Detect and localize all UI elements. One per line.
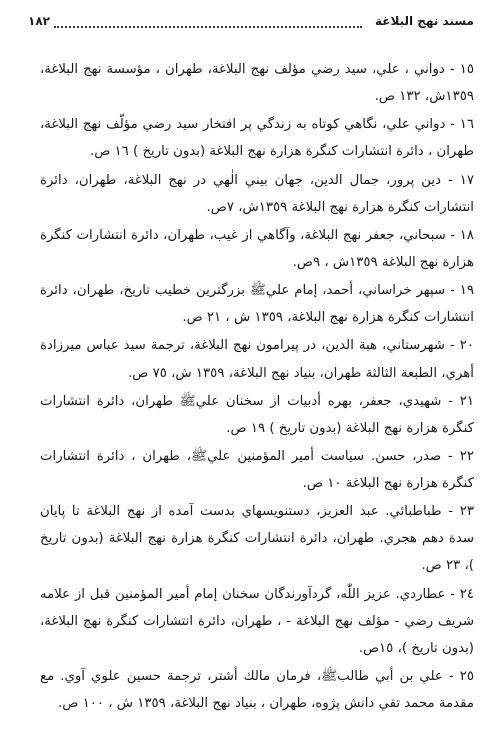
bibliography-entry-24: ٢٤ - عطاردي. عزيز اللّٰه، گردآورندگان سخنان إمام أمير المؤمنين قبل از علامه شريف رضي - مؤلف نهج البلاغة - ، طهران، دائرة انتشارات كنگرة نهج البلاغة، (بدون تاريخ )، ١٥ص. bbox=[40, 586, 474, 656]
bibliography-entry-16: ١٦ - دواني علي، نگاهي كوتاه به زندگي پر افتخار سيد رضي مؤلّف نهج البلاغة، طهران ، دائرة انتشارات كنگرة هزارة نهج البلاغة (بدون تاريخ ) ١٦ ص. bbox=[40, 117, 474, 160]
page-number: ١٨٢ bbox=[28, 14, 50, 28]
bibliography-entry-23: ٢٣ - طباطبائي. عبد العزيز، دستنويسهاي بدست آمده از نهج البلاغة تا پايان سدة دهم هجري. طهران، دائرة انتشارات كنگرة هزارة نهج البلاغة (بدون تاريخ )، ٢٣ ص. bbox=[40, 504, 474, 574]
bibliography-entry-25: ٢٥ - علي بن أبي طالبﷺ، فرمان مالك أشتر، ترجمة حسين علوي آوي. مع مقدمة محمد تقي دانش پژوه، طهران ، بنياد نهج البلاغة، ١٣٥٩ ش ، ١٠٠ ص. bbox=[40, 669, 474, 712]
running-title: مسند نهج البلاغة bbox=[374, 14, 474, 28]
bibliography-entry-17: ١٧ - دين پرور، جمال الدين، جهان بيني الٰهي در نهج البلاغة، طهران، دائرة انتشارات كنگرة هزارة نهج البلاغة ١٣٥٩ش، ٧ص. bbox=[40, 172, 474, 215]
running-header bbox=[28, 14, 474, 38]
bibliography-entry-19: ١٩ - سپهر خراساني، أحمد، إمام عليﷺ بزرگترين خطيب تاريخ، طهران، دائرة انتشارات كنگرة هزارة نهج البلاغة، ١٣٥٩ ش ، ٢١ ص. bbox=[40, 283, 474, 326]
bibliography-entry-15: ١٥ - دواني ، علي، سيد رضي مؤلف نهج البلاغة، طهران ، مؤسسة نهج البلاغة، ١٣٥٩ش، ١٣٢ ص. bbox=[40, 62, 474, 105]
bibliography-entry-22: ٢٢ - صدر، حسن. سياست أمير المؤمنين عليﷺ، طهران ، دائرة انتشارات كنگرة هزارة نهج البلاغة ١٠ ص. bbox=[40, 448, 474, 492]
header-leader-dots bbox=[54, 26, 362, 28]
bibliography-list bbox=[40, 56, 474, 718]
bibliography-entry-20: ٢٠ - شهرستاني، هبة الدين، در پيرامون نهج البلاغة، ترجمة سيد عباس ميرزادة أهري، الطبعة الثالثة طهران، بنياد نهج البلاغة، ١٣٥٩ ش، ٧٥ ص. bbox=[40, 338, 474, 381]
bibliography-entry-21: ٢١ - شهيدي، جعفر، بهره أدبيات از سخنان عليﷺ طهران، دائرة انتشارات كنگرة هزارة نهج البلاغة (بدون تاريخ ) ١٩ ص. bbox=[40, 393, 474, 436]
bibliography-entry-18: ١٨ - سبحاني، جعفر نهج البلاغة، وآگاهي از غيب، طهران، دائرة انتشارات كنگرة هزارة نهج البلاغة ١٣٥٩ش ، ٩ص. bbox=[40, 227, 474, 270]
